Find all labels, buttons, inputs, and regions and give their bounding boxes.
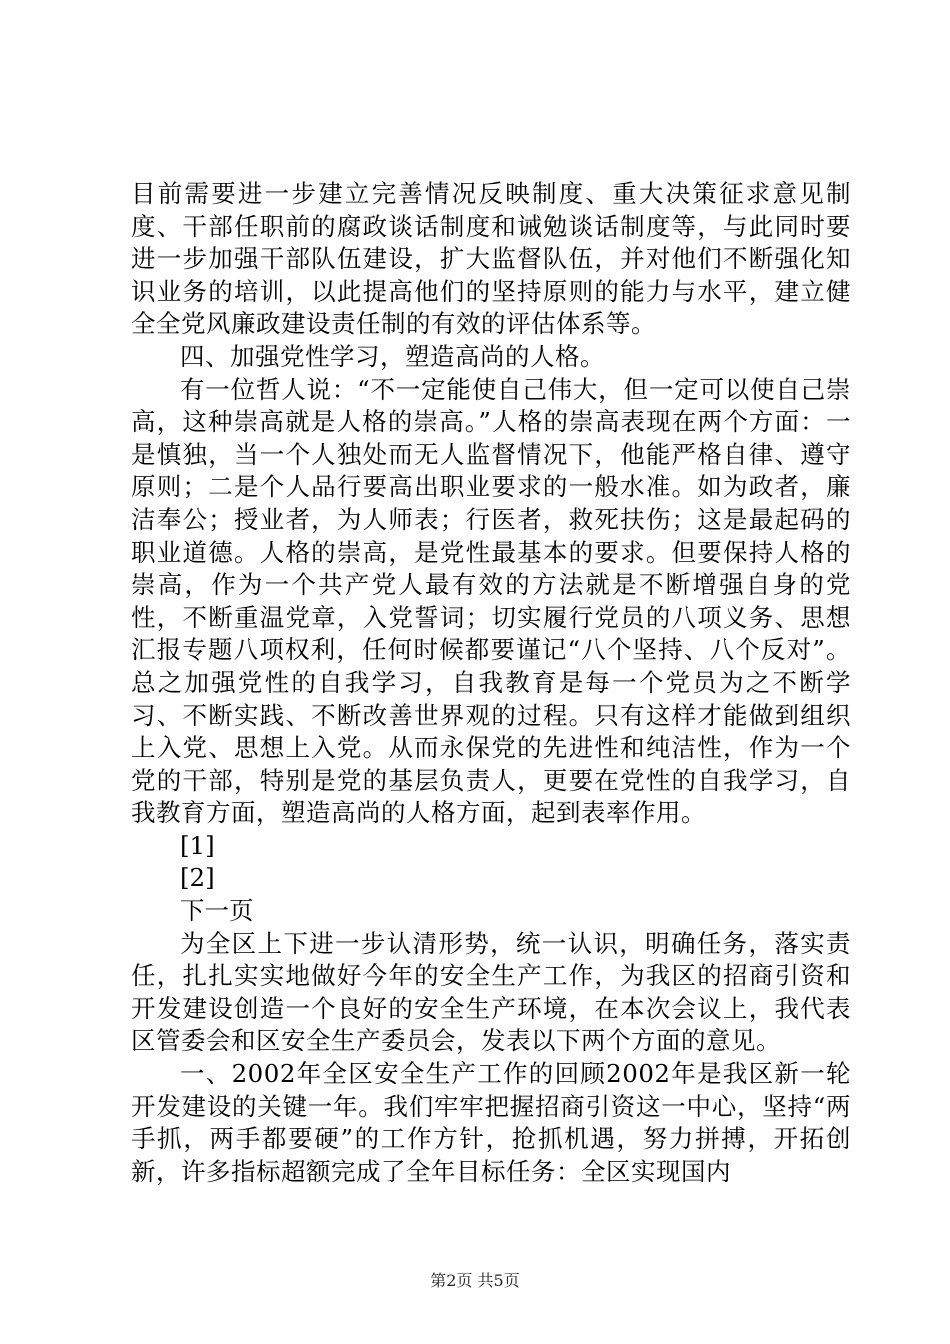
section-heading-party-spirit: 四、加强党性学习，塑造高尚的人格。 xyxy=(180,341,605,371)
paragraph-safety-intro: 为全区上下进一步认清形势，统一认识，明确任务，落实责任，扎扎实实地做好今年的安全生产工作，为我区的招商引资和开发建设创造一个良好的安全生产环境，在本次会议上，我代表区管委会和区安全生产委员会，发表以下两个方面的意见。 xyxy=(131,928,851,1056)
paragraph-supervision-system: 目前需要进一步建立完善情况反映制度、重大决策征求意见制度、干部任职前的腐政谈话制度和诫勉谈话制度等，与此同时要进一步加强干部队伍建设，扩大监督队伍，并对他们不断强化知识业务的培训，以此提高他们的坚持原则的能力与水平，建立健全全党风廉政建设责任制的有效的评估体系等。 xyxy=(131,179,851,339)
document-body xyxy=(131,178,851,1188)
paragraph-safety-review: 一、2002年全区安全生产工作的回顾2002年是我区新一轮开发建设的关键一年。我们牢牢把握招商引资这一中心，坚持“两手抓，两手都要硬”的工作方针，抢抓机遇，努力拼搏，开拓创新，许多指标超额完成了全年目标任务：全区实现国内 xyxy=(131,1059,851,1186)
next-page-link[interactable]: 下一页 xyxy=(180,896,254,926)
page-number-footer: 第2页 共5页 xyxy=(430,1271,520,1290)
page-link-1[interactable]: [1] xyxy=(180,830,215,860)
page-link-2[interactable]: [2] xyxy=(180,863,215,893)
paragraph-noble-character: 有一位哲人说：“不一定能使自己伟大，但一定可以使自己崇高，这种崇高就是人格的崇高。”人格的崇高表现在两个方面：一是慎独，当一个人独处而无人监督情况下，他能严格自律、遵守原则；二是个人品行要高出职业要求的一般水准。如为政者，廉洁奉公；授业者，为人师表；行医者，救死扶伤；这是最起码的职业道德。人格的崇高，是党性最基本的要求。但要保持人格的崇高，作为一个共产党人最有效的方法就是不断增强自身的党性，不断重温党章，入党誓词；切实履行党员的八项义务、思想汇报专题八项权利，任何时候都要谨记“八个坚持、八个反对”。总之加强党性的自我学习，自我教育是每一个党员为之不断学习、不断实践、不断改善世界观的过程。只有这样才能做到组织上入党、思想上入党。从而永保党的先进性和纯洁性，作为一个党的干部，特别是党的基层负责人，更要在党性的自我学习，自我教育方面，塑造高尚的人格方面，起到表率作用。 xyxy=(131,374,851,828)
